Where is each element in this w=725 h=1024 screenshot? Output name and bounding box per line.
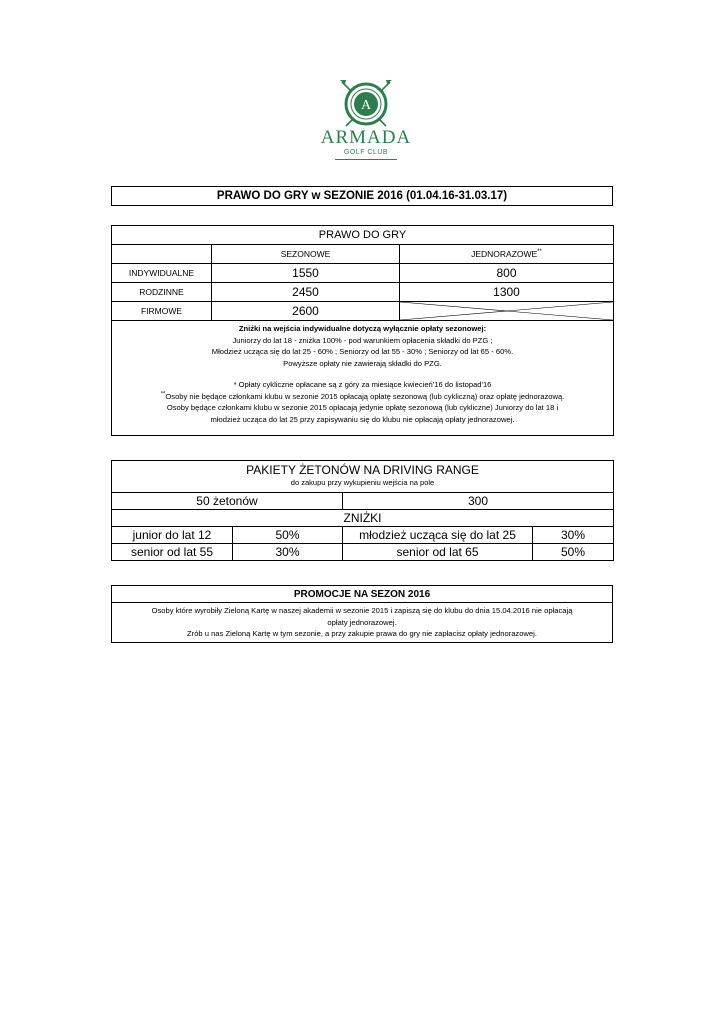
table-row <box>112 527 614 544</box>
promocje-table <box>111 585 613 643</box>
notes-line: Juniorzy do lat 18 - zniżka 100% - pod warunkiem opłacenia składki do PZG ; <box>232 335 493 345</box>
discount-label: junior do lat 12 <box>112 527 233 544</box>
prawo-do-gry-table <box>111 225 614 436</box>
discount-value: 30% <box>233 544 343 561</box>
promo-line: Zrób u nas Zieloną Kartę w tym sezonie, a przy zakupie prawa do gry nie zapłacisz opłaty jednorazowej. <box>187 629 537 638</box>
notes-heading: Zniżki na wejścia indywidualne dotyczą wyłącznie opłaty sezonowej: <box>238 324 487 333</box>
discount-label: senior od lat 65 <box>343 544 533 561</box>
price-jednorazowe: 1300 <box>400 283 614 302</box>
col-header-jednorazowe <box>400 245 614 264</box>
discount-value: 30% <box>533 527 614 544</box>
table-title: PRAWO DO GRY <box>112 226 614 245</box>
brand-subtitle: GOLF CLUB <box>343 149 389 156</box>
col-header-jednorazowe-label: JEDNORAZOWE <box>471 249 538 259</box>
promo-line: Osoby które wyrobiły Zieloną Kartę w naszej akademii w sezonie 2015 i zapiszą się do klubu do dnia 15.04.2016 nie opłacają <box>151 606 573 615</box>
price-sezonowe: 2600 <box>212 302 400 321</box>
discount-notes <box>112 321 614 436</box>
notes-line: Osoby będące członkami klubu w sezonie 2015 opłacają jedynie opłatę sezonową (lub cykliczne) Juniorzy do lat 18 i <box>166 403 559 412</box>
driving-range-table <box>111 460 614 561</box>
pakiety-header <box>112 461 614 493</box>
table-row <box>112 264 614 283</box>
table-row <box>112 493 614 510</box>
discount-value: 50% <box>233 527 343 544</box>
notes-line: * Opłaty cykliczne opłacane są z góry za miesiące kwiecień'16 do listopad'16 <box>233 380 492 389</box>
discount-value: 50% <box>533 544 614 561</box>
discount-label: senior od lat 55 <box>112 544 233 561</box>
discounts-title: ZNIŻKI <box>112 510 614 527</box>
pakiety-subtitle: do zakupu przy wykupieniu wejścia na pole <box>290 478 435 487</box>
brand-name: ARMADA <box>320 127 412 148</box>
row-label: RODZINNE <box>112 283 212 302</box>
price-jednorazowe: 800 <box>400 264 614 283</box>
package-label: 50 żetonów <box>112 493 343 510</box>
promo-line: opłaty jednorazowej. <box>327 617 397 627</box>
cross-out-lines <box>400 302 613 320</box>
notes-line: **Osoby nie będące członkami klubu w sezonie 2015 opłacają opłatę sezonową (lub cykliczną) oraz opłatę jednorazową. <box>160 390 565 401</box>
notes-line: Powyższe opłaty nie zawierają składki do PZG. <box>283 358 442 368</box>
table-row <box>112 544 614 561</box>
page-title: PRAWO DO GRY w SEZONIE 2016 (01.04.16-31.03.17) <box>111 186 613 206</box>
table-row <box>112 283 614 302</box>
club-logo <box>320 78 412 168</box>
not-applicable-cell <box>400 302 614 321</box>
row-label: FIRMOWE <box>112 302 212 321</box>
notes-line: młodzież ucząca do lat 25 przy zapisywaniu się do klubu nie opłacają opłaty jednorazowej. <box>210 414 515 424</box>
pakiety-title: PAKIETY ŻETONÓW NA DRIVING RANGE <box>246 463 479 477</box>
double-asterisk-mark: ** <box>537 249 542 256</box>
promocje-text <box>112 603 613 643</box>
row-label: INDYWIDUALNE <box>112 264 212 283</box>
brand-divider <box>335 159 397 160</box>
col-header-sezonowe: SEZONOWE <box>212 245 400 264</box>
notes-line: Młodzież ucząca się do lat 25 - 60% ; Seniorzy od lat 55 - 30% ; Seniorzy od lat 65 - 60%. <box>211 347 514 356</box>
price-sezonowe: 1550 <box>212 264 400 283</box>
package-price: 300 <box>343 493 614 510</box>
table-row <box>112 302 614 321</box>
golf-crest-icon <box>336 78 396 130</box>
price-sezonowe: 2450 <box>212 283 400 302</box>
crest-letter: A <box>360 98 372 113</box>
promocje-title: PROMOCJE NA SEZON 2016 <box>112 586 613 603</box>
empty-header-cell <box>112 245 212 264</box>
discount-label: młodzież ucząca się do lat 25 <box>343 527 533 544</box>
